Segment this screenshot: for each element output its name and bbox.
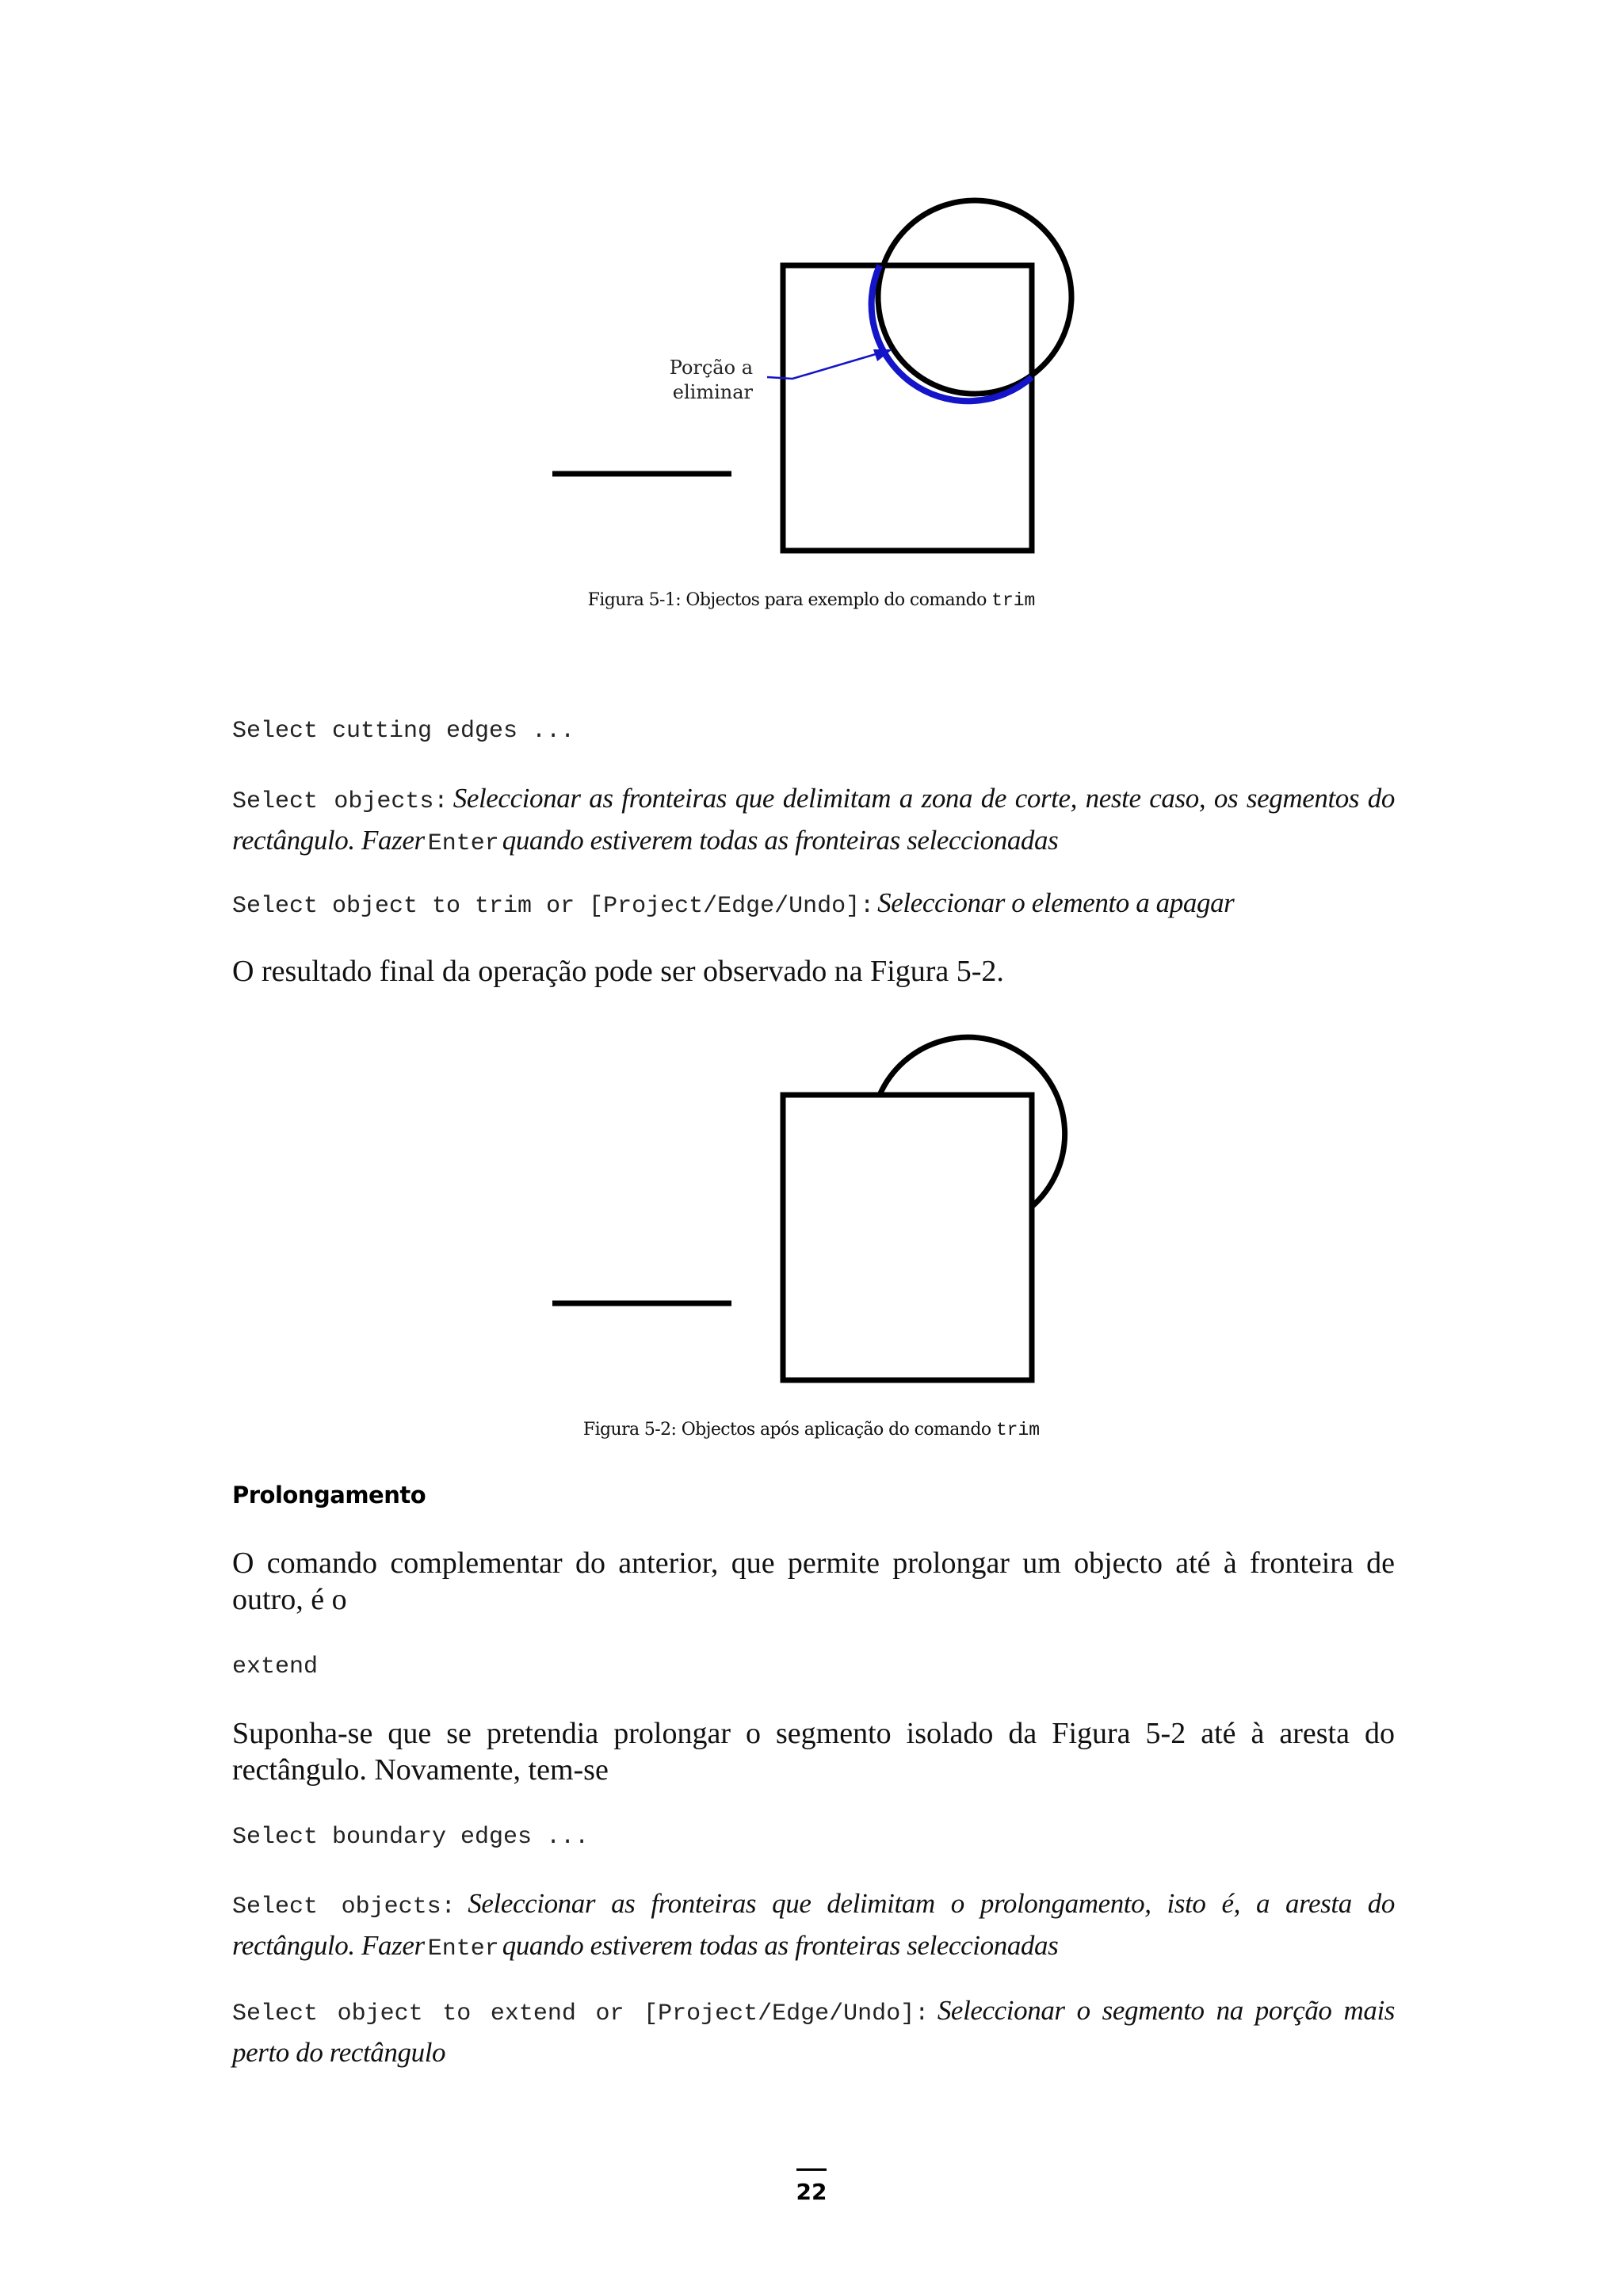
figure-5-1-label (650, 356, 753, 405)
circle (878, 200, 1071, 394)
command-description: Seleccionar o segmento na porção mais perto do rectângulo (232, 1995, 1396, 2068)
command-select-cutting-edges: Select cutting edges ... (232, 718, 575, 745)
command-description: Seleccionar o elemento a apagar (877, 887, 1235, 918)
command-extend: extend (232, 1653, 319, 1680)
figure-5-2-drawing (0, 1014, 1623, 1458)
command-select-object-to-trim (232, 887, 1395, 920)
command-prompt: Select objects: (232, 1894, 456, 1920)
command-key: Enter (427, 830, 499, 857)
paragraph-extend-intro: O comando complementar do anterior, que permite prolongar um objecto até à fronteira de outro, é o (232, 1547, 1395, 1616)
portion-to-delete-arc (872, 265, 1032, 401)
command-prompt: Select object to trim or [Project/Edge/Undo]: (232, 893, 875, 920)
command-prompt: Select object to extend or [Project/Edge/Undo]: (232, 2000, 930, 2027)
command-select-object-to-extend (232, 1993, 1395, 2077)
figure-5-1-caption (0, 590, 1623, 611)
section-heading: Prolongamento (232, 1482, 426, 1508)
caption-code: trim (995, 1420, 1041, 1440)
label-line-2: eliminar (672, 381, 753, 403)
command-description-end: quando estiverem todas as fronteiras seleccionadas (502, 825, 1059, 856)
figure-5-2 (0, 1014, 1623, 1458)
command-prompt: Select objects: (232, 788, 449, 815)
command-description: Seleccionar as fronteiras que delimitam o prolongamento, isto é, a aresta do rectângulo. Fazer (232, 1888, 1395, 1961)
caption-code: trim (991, 590, 1036, 611)
page-number: 22 (796, 2179, 827, 2205)
command-select-boundary-edges: Select boundary edges ... (232, 1824, 590, 1851)
figure-5-2-caption (0, 1420, 1623, 1440)
rectangle (783, 1095, 1032, 1380)
figure-5-1 (0, 0, 1623, 634)
caption-text: Figura 5-1: Objectos para exemplo do comando (587, 590, 992, 610)
label-line-1: Porção a (669, 357, 753, 379)
paragraph-suppose: Suponha-se que se pretendia prolongar o segmento isolado da Figura 5-2 até à aresta do rectângulo. Novamente, tem-se (232, 1717, 1395, 1787)
figure-5-1-drawing (0, 0, 1623, 634)
command-key: Enter (427, 1936, 499, 1962)
page-number-rule (796, 2168, 827, 2171)
command-description-end: quando estiverem todas as fronteiras seleccionadas (502, 1930, 1059, 1961)
caption-text: Figura 5-2: Objectos após aplicação do comando (582, 1420, 996, 1440)
command-select-objects-extend (232, 1886, 1395, 1970)
command-select-objects (232, 780, 1395, 864)
paragraph-result: O resultado final da operação pode ser observado na Figura 5-2. (232, 955, 1004, 988)
remaining-circle-arc (880, 1037, 1065, 1207)
rectangle (783, 265, 1032, 551)
command-description: Seleccionar as fronteiras que delimitam a zona de corte, neste caso, os segmentos do rectângulo. Fazer (232, 783, 1395, 856)
